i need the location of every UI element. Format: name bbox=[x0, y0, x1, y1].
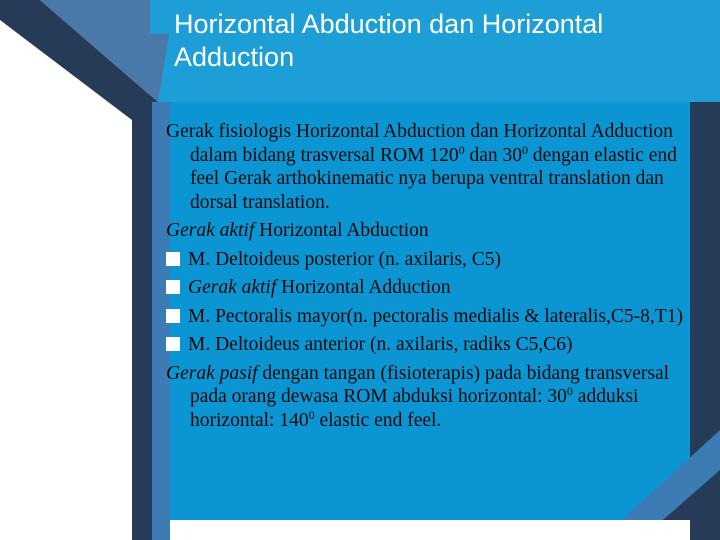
b3-text: M. Pectoralis mayor(n. pectoralis medialis & lateralis,C5-8,T1) bbox=[188, 305, 683, 327]
slide-title: Horizontal Abduction dan Horizontal Adduction bbox=[174, 9, 604, 72]
p3-text1: dengan tangan (fisioterapis) pada bidang transversal pada orang dewasa ROM abduksi horizontal: 30 bbox=[190, 362, 670, 407]
p1-sup1: 0 bbox=[458, 142, 465, 157]
p1-text2: dan 30 bbox=[464, 144, 523, 166]
bullet-pectoralis-mayor bbox=[166, 305, 694, 329]
bullet-active-adduction bbox=[166, 276, 694, 300]
p3-sup2: 0 bbox=[308, 407, 315, 422]
b2-italic: Gerak aktif bbox=[188, 277, 277, 298]
bottom-white-strip bbox=[170, 520, 690, 540]
p2-text: Horizontal Abduction bbox=[254, 220, 429, 241]
paragraph-active-abduction bbox=[166, 219, 694, 243]
p1-sup2: 0 bbox=[522, 142, 529, 157]
slide-body bbox=[166, 120, 694, 437]
paragraph-passive-motion bbox=[166, 362, 694, 433]
bullet-deltoideus-posterior bbox=[166, 248, 694, 272]
p3-text3: elastic end feel. bbox=[314, 409, 442, 431]
p3-text2: adduksi horizontal: 140 bbox=[190, 386, 639, 431]
b1-text: M. Deltoideus posterior (n. axilaris, C5) bbox=[188, 248, 502, 270]
p3-sup1: 0 bbox=[566, 384, 573, 398]
b2-text: Horizontal Adduction bbox=[276, 277, 451, 298]
bullet-deltoideus-anterior bbox=[166, 333, 694, 357]
bullet-square-icon bbox=[166, 337, 180, 351]
b4-text: M. Deltoideus anterior (n. axilaris, radiks C5,C6) bbox=[188, 334, 573, 355]
bullet-square-icon bbox=[166, 252, 180, 266]
p1-text3: dengan elastic end feel Gerak arthokinematic nya berupa ventral translation dan dorsal translation. bbox=[190, 144, 677, 213]
bullet-square-icon bbox=[166, 309, 180, 323]
bullet-square-icon bbox=[166, 280, 180, 294]
p1-text1: Gerak fisiologis Horizontal Abduction dan Horizontal Adduction dalam bidang trasversal ROM 120 bbox=[166, 121, 673, 166]
p2-italic: Gerak aktif bbox=[166, 220, 255, 241]
p3-italic: Gerak pasif bbox=[166, 362, 258, 384]
paragraph-physiological-motion bbox=[166, 120, 694, 214]
